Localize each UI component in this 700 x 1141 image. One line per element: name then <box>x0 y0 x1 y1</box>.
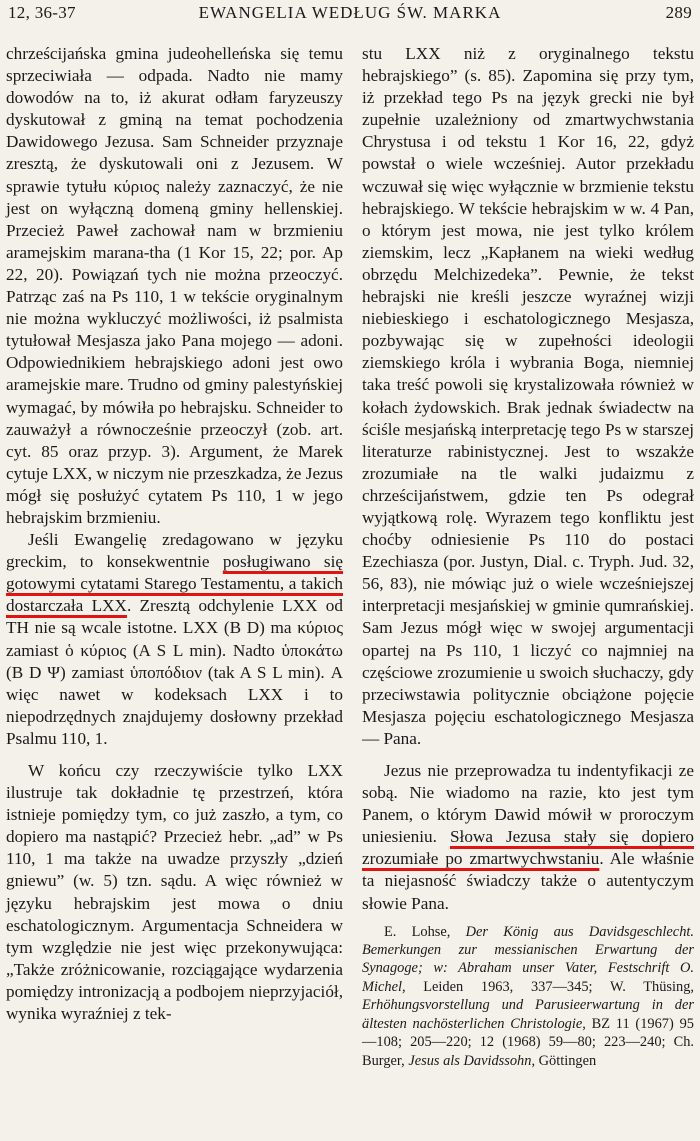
text-run: . Ale właśnie ta niejasność świadczy także o autentyczym słowie Pana. <box>362 849 694 913</box>
left-column <box>6 43 343 1025</box>
bib-title: Der König aus Davidsgeschlecht. Bemerkungen zur messianischen Erwartung der Synagoge; w: Abraham unser Vater, Festschrift O. Michel <box>362 923 694 995</box>
paragraph: chrześcijańska gmina judeohelleńska się temu sprzeciwiała — odpada. Nadto nie mamy dowodów na to, iż akurat odłam faryzeuszy dyskutował z gminą na temat pochodzenia Dawidowego Jezusa. Sam Schneider przyznaje zresztą, że dyskutowali oni z Jezusem. W sprawie tytułu κύριος należy zaznaczyć, że nie jest on wyłączną domeną gminy hellenskiej. Przecież Paweł zachował nam w brzmieniu aramejskim marana-tha (1 Kor 15, 22; por. Ap 22, 20). Powiązań tych nie można przeoczyć. Patrząc zaś na Ps 110, 1 w tekście oryginalnym nie można wykluczyć możliwości, iż psalmista tytułował Mesjasza jako Pana mojego — adoni. Odpowiednikiem hebrajskiego adoni jest owo aramejskie mare. Trudno od gminy palestyńskiej wymagać, by mówiła po hebrajsku. Schneider to zauważył a równocześnie przeoczył (zob. art. cyt. 85 oraz przyp. 3). Argument, że Marek cytuje LXX, w niczym nie przeszkadza, że Jezus mógł się posłużyć cytatem Ps 110, 1 w jego hebrajskim brzmieniu. <box>6 44 343 527</box>
paragraph: stu LXX niż z oryginalnego tekstu hebrajskiego” (s. 85). Zapomina się przy tym, iż przekład tego Ps na język grecki nie był zupełnie uzależniony od zmartwychwstania Chrystusa i od tekstu 1 Kor 16, 22, gdyż powstał o wiele wcześniej. Autor przekładu wczuwał się więc wyłącznie w brzmienie tekstu hebrajskiego. W tekście hebrajskim w w. 4 Pan, o którym jest mowa, nie jest tylko królem ziemskim, lecz „Kapłanem na wieki według obrzędu Melchizedeka”. Pewnie, że tekst hebrajski nie kreśli jeszcze wyraźnej wizji niebieskiego i eschatologicznego Mesjasza, pozbywając się w zupełności ideologii ziemskiego króla i wybrania Boga, niemniej taka treść powoli się krystalizowała również w kołach żydowskich. Brak jednak świadectw na ściśle mesjańską interpretację tego Ps w starszej literaturze rabinistycznej. Jest to wszakże zrozumiałe na tle walki judaizmu z chrześcijaństwem, gdzie ten Ps odegrał wyjątkową rolę. Wyrazem tego konfliktu jest choćby odniesienie Ps 110 do postaci Ezechiasza (por. Justyn, Dial. c. Tryph. Jud. 32, 56, 83), nie mówiąc już o wiele wcześniejszej interpretacji mesjańskiej w gminie qumrańskiej. Sam Jezus mógł więc w swojej argumentacji opartej na Ps 110, 1 liczyć co najmniej na częściowe zrozumienie u swoich słuchaczy, gdy przeciwstawia politycznie obciążone pojęcie Mesjasza pojęciu eschatologicznego Mesjasza — Pana. <box>362 44 694 748</box>
bib-title: Erhöhungsvorstellung und Parusieerwartung in der ältesten nachösterlichen Christologie <box>362 997 694 1032</box>
highlighted-text: Słowa Jezusa stały się dopiero zrozumiałe po zmartwychwstaniu <box>362 827 694 869</box>
bib-text: , Leiden 1963, 337—345; W. Thüsing, <box>401 978 694 995</box>
bib-text: , BZ 11 (1967) 95—108; 205—220; 12 (1968) 59—80; 223—240; Ch. Burger, <box>362 1015 694 1069</box>
bib-text: , Göttingen <box>531 1052 597 1069</box>
bib-title: Jesus als Davidssohn <box>408 1052 532 1069</box>
paragraph: W końcu czy rzeczywiście tylko LXX ilustruje tak dokładnie tę przestrzeń, która istnieje pomiędzy tym, co już zaszło, a tym, co dopiero ma nastąpić? Przecież hebr. „ad” w Ps 110, 1 ma także na uwadze przyszły „dzień gniewu” (w. 5) tzn. sądu. A więc również w języku hebrajskim jest mowa o dniu eschatologicznym. Argumentacja Schneidera w tym względzie nie jest więc przekonywująca: „Także zróżnicowanie, rozciągające wydarzenia pomiędzy intronizacją a podbojem nieprzyjaciół, wynika wyraźniej z tek- <box>6 761 343 1024</box>
chapter-verse-reference: 12, 36-37 <box>8 3 76 22</box>
running-title: EWANGELIA WEDŁUG ŚW. MARKA <box>198 3 502 22</box>
bib-text: E. Lohse, <box>384 923 466 940</box>
text-run: Jeśli Ewangelię zredagowano w języku greckim, to konsekwentnie <box>6 530 343 572</box>
page-number: 289 <box>665 3 692 22</box>
paragraph <box>362 760 694 915</box>
right-column <box>362 43 694 1070</box>
text-run: . Zresztą odchylenie LXX od TH nie są wcale istotne. LXX (B D) ma κύριος zamiast ὁ κύριος (A S L min). Nadto ὑποκάτω (B D Ψ) zamiast ὑποπόδιον (tak A S L min). A więc nawet w kodeksach LXX i to niepodrzędnych znajdujemy dosłowny przekład Psalmu 110, 1. <box>6 596 343 748</box>
running-header <box>8 3 692 25</box>
text-run: Jezus nie przeprowadza tu indentyfikacji ze sobą. Nie wiadomo na razie, kto jest tym Panem, o którym Dawid mówił w proroczym uniesieniu. <box>362 761 694 847</box>
paragraph <box>6 529 343 750</box>
bibliography <box>362 923 694 1070</box>
highlighted-text: posługiwano się gotowymi cytatami Starego Testamentu, a takich dostarczała LXX <box>6 552 343 616</box>
